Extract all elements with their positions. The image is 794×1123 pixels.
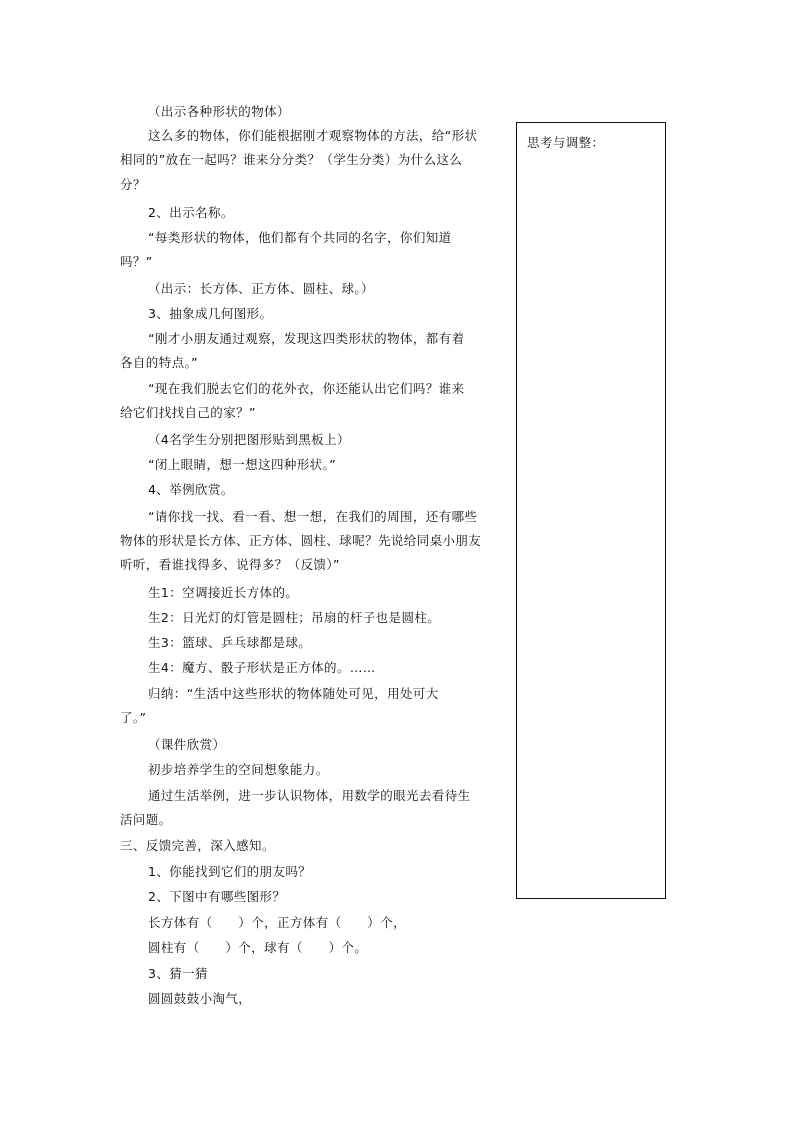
text-line: 物体的形状是长方体、正方体、圆柱、球呢？先说给同桌小朋友 <box>120 533 482 548</box>
text-line: （课件欣赏） <box>148 737 226 752</box>
text-line: “闭上眼睛，想一想这四种形状。” <box>148 457 337 472</box>
text-line: 2、下图中有哪些图形？ <box>148 889 286 904</box>
text-line: 长方体有（ ）个，正方体有（ ）个， <box>148 915 407 930</box>
text-line: 生3：篮球、乒乓球都是球。 <box>148 635 312 650</box>
text-line: 了。” <box>120 710 147 725</box>
text-line: 3、猜一猜 <box>148 966 208 981</box>
text-line: 生4：魔方、骰子形状是正方体的。…… <box>148 660 376 675</box>
text-line: 初步培养学生的空间想象能力。 <box>148 762 329 777</box>
text-line: 圆圆鼓鼓小淘气， <box>148 991 252 1006</box>
text-line: 各自的特点。” <box>120 355 199 370</box>
reflection-box <box>516 122 666 899</box>
text-line: “请你找一找、看一看、想一想，在我们的周围，还有哪些 <box>148 509 478 524</box>
text-line: “每类形状的物体，他们都有个共同的名字，你们知道 <box>148 230 452 245</box>
text-line: “现在我们脱去它们的花外衣，你还能认出它们吗？谁来 <box>148 381 465 396</box>
section-heading: 三、反馈完善，深入感知。 <box>120 838 275 853</box>
reflection-box-title: 思考与调整： <box>527 135 605 150</box>
text-line: 吗？” <box>120 254 153 269</box>
text-line: 分？ <box>120 177 146 192</box>
text-line: 归纳：“生活中这些形状的物体随处可见，用处可大 <box>148 686 439 701</box>
text-line: 生2：日光灯的灯管是圆柱；吊扇的杆子也是圆柱。 <box>148 610 441 625</box>
text-line: 活问题。 <box>120 812 172 827</box>
text-line: 听听，看谁找得多、说得多？（反馈）” <box>120 557 340 572</box>
text-line: 1、你能找到它们的朋友吗？ <box>148 864 312 879</box>
text-line: （出示各种形状的物体） <box>148 104 290 119</box>
text-line: 圆柱有（ ）个，球有（ ）个。 <box>148 940 368 955</box>
text-line: “刚才小朋友通过观察，发现这四类形状的物体，都有着 <box>148 331 465 346</box>
text-line: 4、举例欣赏。 <box>148 482 234 497</box>
text-line: （4名学生分别把图形贴到黑板上） <box>148 432 350 447</box>
text-line: 相同的”放在一起吗？谁来分分类？（学生分类）为什么这么 <box>120 152 463 167</box>
text-line: 生1：空调接近长方体的。 <box>148 585 299 600</box>
text-line: 3、抽象成几何图形。 <box>148 306 273 321</box>
text-line: 给它们找找自己的家？” <box>120 405 256 420</box>
text-line: 通过生活举例，进一步认识物体，用数学的眼光去看待生 <box>148 788 471 803</box>
text-line: （出示：长方体、正方体、圆柱、球。） <box>148 281 374 296</box>
text-line: 2、出示名称。 <box>148 205 234 220</box>
text-line: 这么多的物体，你们能根据刚才观察物体的方法，给“形状 <box>148 128 478 143</box>
